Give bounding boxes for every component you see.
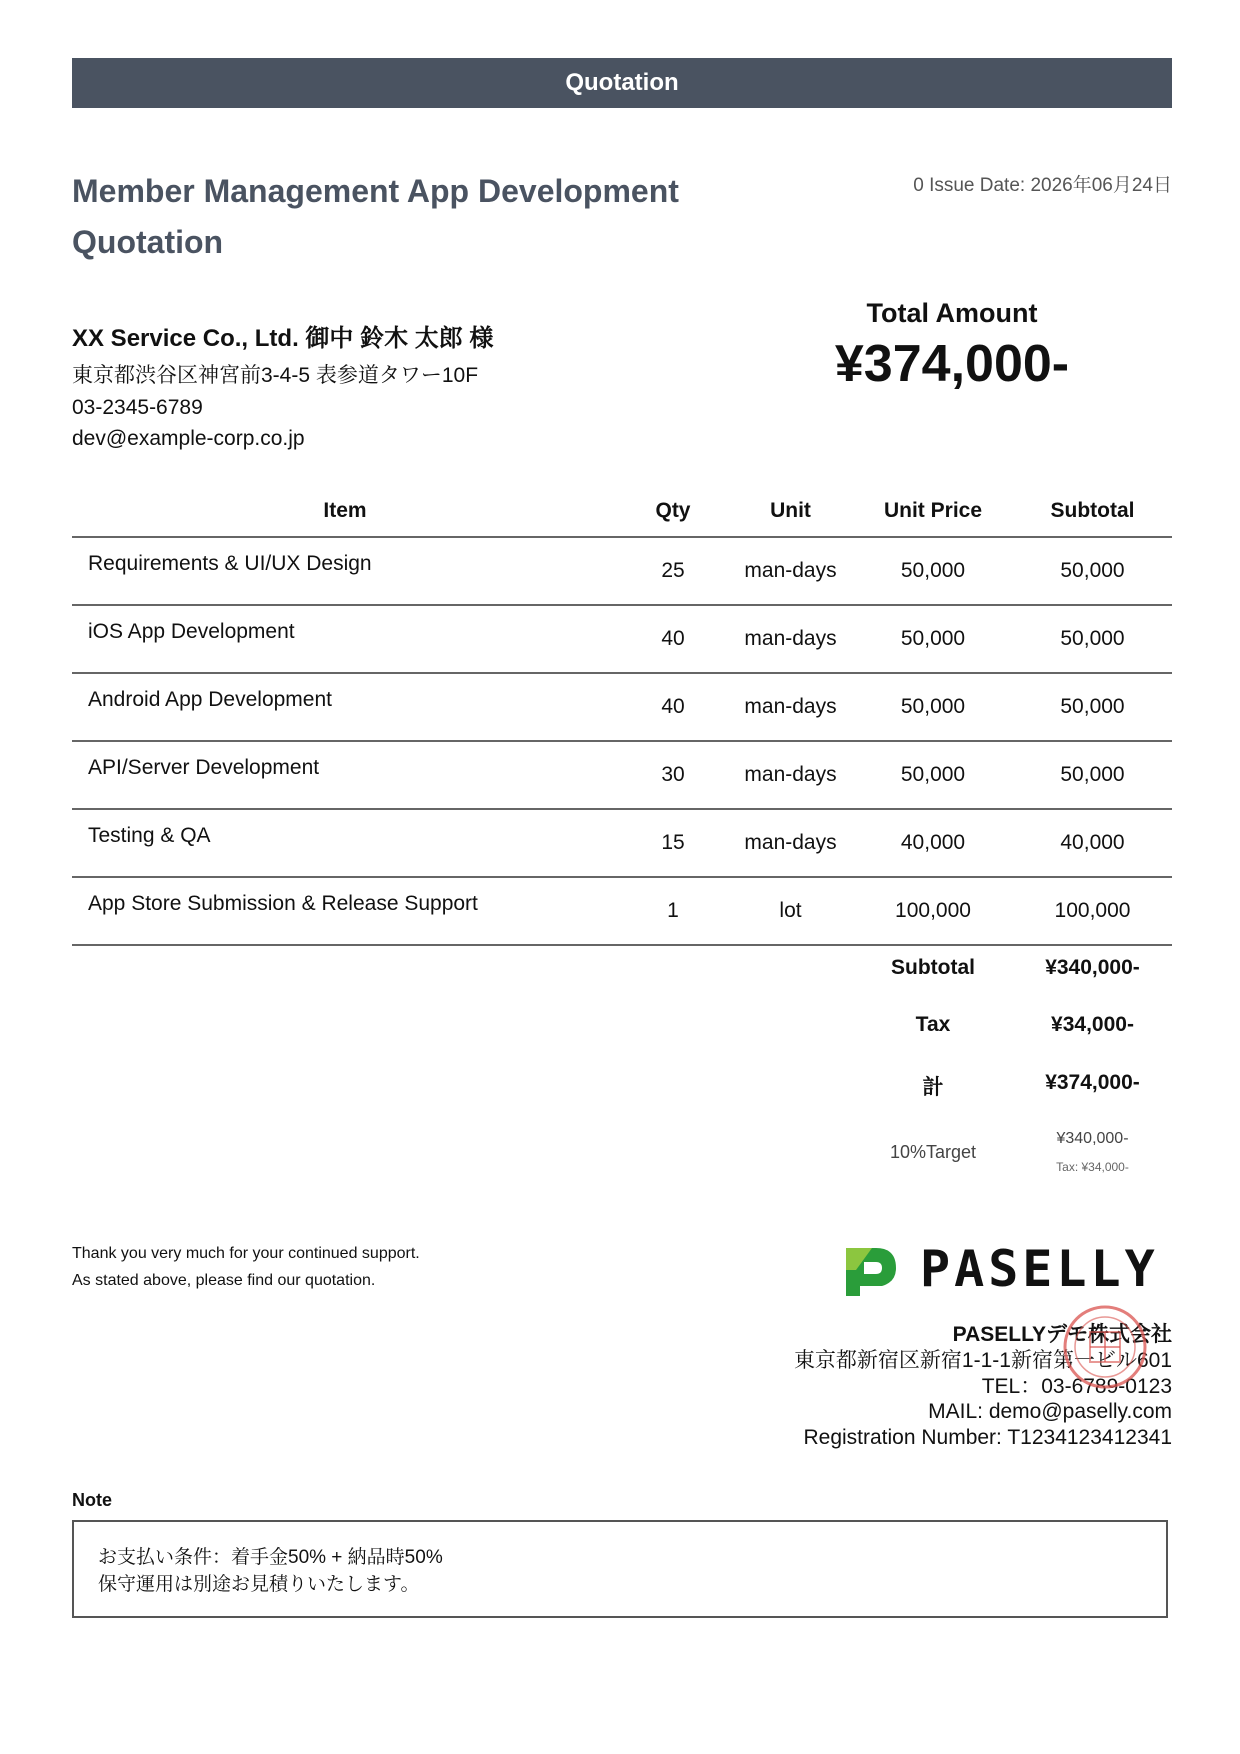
row-item: iOS App Development [72,605,618,673]
company-logo [840,1238,1172,1302]
subtotal-label: Subtotal [891,956,975,979]
row-unit-price: 100,000 [853,877,1013,945]
client-phone: 03-2345-6789 [72,395,203,419]
row-unit: lot [728,877,853,945]
row-item: Requirements & UI/UX Design [72,537,618,605]
tax-label: Tax [915,1013,951,1036]
header-title: Quotation [565,69,679,96]
table-header-row [72,486,1172,537]
company-seal-icon [1060,1302,1150,1392]
total-amount-value: ¥374,000- [834,335,1070,393]
row-qty: 30 [618,741,728,809]
row-unit: man-days [728,537,853,605]
table-row [72,877,1172,945]
row-subtotal: 100,000 [1013,877,1172,945]
note-line-2: 保守運用は別途お見積りいたします。 [98,1574,420,1595]
row-unit: man-days [728,741,853,809]
row-unit-price: 50,000 [853,605,1013,673]
table-row [72,741,1172,809]
tax-target-label: 10%Target [889,1142,977,1162]
header-qty: Qty [618,486,728,537]
row-subtotal: 40,000 [1013,809,1172,877]
row-subtotal: 50,000 [1013,673,1172,741]
row-unit-price: 40,000 [853,809,1013,877]
row-qty: 40 [618,673,728,741]
issuer-mail: MAIL: demo@paselly.com [928,1400,1172,1423]
row-subtotal: 50,000 [1013,741,1172,809]
paselly-logo-icon [842,1242,900,1300]
client-details [72,360,478,455]
header-item: Item [72,486,618,537]
items-table [72,486,1172,946]
row-subtotal: 50,000 [1013,605,1172,673]
client-email: dev@example-corp.co.jp [72,427,305,450]
note-box [72,1520,1168,1618]
thanks-message [72,1240,420,1294]
header-subtotal: Subtotal [1013,486,1172,537]
issue-date: 0 Issue Date: 2026年06月24日 [913,175,1172,196]
total-amount-label: Total Amount [866,298,1038,328]
row-unit: man-days [728,605,853,673]
table-row [72,537,1172,605]
row-item: Testing & QA [72,809,618,877]
row-unit: man-days [728,809,853,877]
grand-total-label: 計 [922,1076,944,1099]
thanks-line-2: As stated above, please find our quotation. [72,1272,376,1289]
logo-wordmark: PASELLY [920,1240,1159,1298]
row-item: Android App Development [72,673,618,741]
row-qty: 15 [618,809,728,877]
row-unit-price: 50,000 [853,537,1013,605]
note-label: Note [72,1490,112,1510]
row-unit-price: 50,000 [853,673,1013,741]
table-row [72,673,1172,741]
row-unit: man-days [728,673,853,741]
header-bar [72,58,1172,108]
note-line-1: お支払い条件：着手金50% + 納品時50% [98,1547,443,1568]
row-item: API/Server Development [72,741,618,809]
subtotal-value: ¥340,000- [1045,956,1140,979]
row-qty: 1 [618,877,728,945]
row-item: App Store Submission & Release Support [72,877,618,945]
client-name: XX Service Co., Ltd. 御中 鈴木 太郎 様 [72,325,494,352]
header-unit: Unit [728,486,853,537]
table-row [72,605,1172,673]
thanks-line-1: Thank you very much for your continued support. [72,1245,420,1262]
row-subtotal: 50,000 [1013,537,1172,605]
row-unit-price: 50,000 [853,741,1013,809]
document-title: Member Management App Development Quotation [72,173,679,260]
client-address: 東京都渋谷区神宮前3-4-5 表参道タワー10F [72,364,479,387]
issuer-tel: TEL：03-6789-0123 [981,1374,1172,1398]
issuer-registration: Registration Number: T1234123412341 [803,1425,1172,1449]
tax-value: ¥34,000- [1051,1013,1134,1036]
table-row [72,809,1172,877]
row-qty: 25 [618,537,728,605]
row-qty: 40 [618,605,728,673]
tax-target-tax: Tax: ¥34,000- [1056,1160,1129,1174]
header-unit-price: Unit Price [853,486,1013,537]
issuer-name: PASELLYデモ株式会社 [952,1323,1172,1346]
grand-total-value: ¥374,000- [1045,1071,1140,1094]
tax-target-base: ¥340,000- [1056,1130,1129,1147]
issuer-address: 東京都新宿区新宿1-1-1新宿第一ビル601 [793,1349,1172,1372]
